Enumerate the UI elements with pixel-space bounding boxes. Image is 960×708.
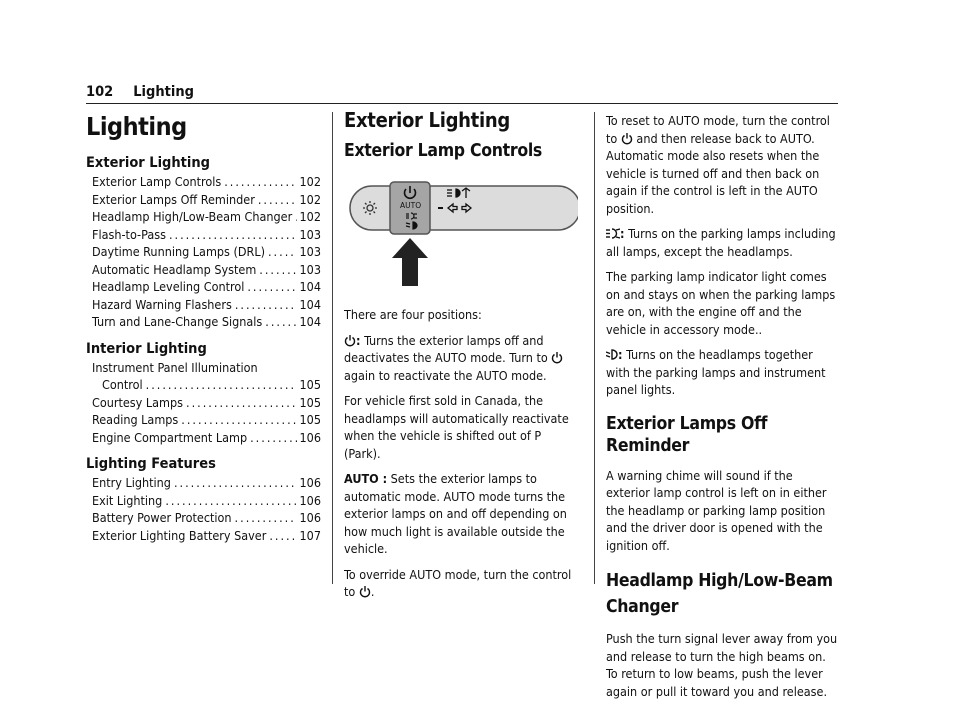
page-number: 102 — [86, 84, 114, 100]
toc-group-heading: Exterior Lighting — [86, 155, 210, 171]
exterior-lamp-control-figure — [344, 172, 578, 292]
power-icon — [551, 351, 563, 364]
column-divider — [332, 112, 333, 584]
paragraph-parking: : Turns on the parking lamps including all lamps, except the headlamps. — [606, 226, 836, 259]
toc-entry[interactable]: Exterior Lighting Battery Saver ..... 107 — [86, 527, 321, 545]
subsection-heading: Exterior Lamp Controls — [344, 140, 543, 161]
running-head-section: Lighting — [133, 84, 194, 100]
toc-entry[interactable]: Entry Lighting ..... 106 — [86, 474, 321, 492]
paragraph: A warning chime will sound if the exterior lamp control is left on in either the headlamp or parking lamp position and the driver door is opened with the ignition off. — [606, 467, 827, 553]
content-column-2 — [344, 108, 578, 609]
toc-entry[interactable]: Turn and Lane-Change Signals ..... 104 — [86, 313, 321, 331]
header-rule — [86, 103, 838, 104]
power-icon — [621, 132, 633, 145]
toc-entry[interactable]: Automatic Headlamp System ..... 103 — [86, 261, 321, 279]
paragraph-reset: To reset to AUTO mode, turn the control to and then release back to AUTO. Automatic mode also resets when the vehicle is turned off and then back on again if the control is left in the AUTO position. — [606, 113, 830, 216]
paragraph-headlamps: : Turns on the headlamps together with the parking lamps and instrument panel lights. — [606, 347, 826, 397]
toc-group-heading: Lighting Features — [86, 456, 216, 472]
toc-entry-line1[interactable]: Instrument Panel Illumination — [92, 359, 258, 375]
auto-label: AUTO — [400, 200, 422, 210]
paragraph: There are four positions: — [344, 307, 482, 322]
toc-entry[interactable]: Control ..... 105 — [86, 376, 321, 394]
paragraph: For vehicle first sold in Canada, the headlamps will automatically reactivate when the vehicle is shifted out of P (Park). — [344, 393, 569, 461]
toc-entry[interactable]: Headlamp Leveling Control ..... 104 — [86, 278, 321, 296]
column-divider — [594, 112, 595, 584]
toc-entry[interactable]: Engine Compartment Lamp ..... 106 — [86, 429, 321, 447]
section-heading: Exterior Lighting — [344, 108, 510, 132]
toc-entry[interactable]: Flash-to-Pass ..... 103 — [86, 226, 321, 244]
subsection-heading: Exterior Lamps Off Reminder — [606, 413, 768, 456]
toc-entry[interactable]: Battery Power Protection ..... 106 — [86, 509, 321, 527]
toc-group-heading: Interior Lighting — [86, 340, 207, 357]
subsection-heading: Headlamp High/Low-Beam Changer — [606, 571, 833, 617]
power-icon — [359, 585, 371, 598]
table-of-contents — [86, 112, 321, 544]
power-icon — [344, 334, 356, 347]
toc-entry[interactable]: Reading Lamps ..... 105 — [86, 411, 321, 429]
toc-entry[interactable]: Exit Lighting ..... 106 — [86, 492, 321, 510]
toc-entry[interactable]: Hazard Warning Flashers ..... 104 — [86, 296, 321, 314]
parking-lamp-icon — [606, 227, 620, 240]
paragraph-off: : Turns the exterior lamps off and deactivates the AUTO mode. Turn to again to reactivate the AUTO mode. — [344, 332, 578, 385]
paragraph: The parking lamp indicator light comes on and stays on when the parking lamps are on, with the engine off and the vehicle in accessory mode.. — [606, 269, 836, 337]
toc-entry[interactable]: Courtesy Lamps ..... 105 — [86, 394, 321, 412]
toc-entry[interactable]: Headlamp High/Low-Beam Changer ..... 102 — [86, 208, 321, 226]
chapter-title: Lighting — [86, 112, 187, 141]
content-column-3 — [606, 112, 838, 708]
toc-entry[interactable]: Exterior Lamps Off Reminder ..... 102 — [86, 191, 321, 209]
low-beam-icon — [606, 348, 618, 361]
paragraph: Push the turn signal lever away from you and release to turn the high beams on. To return to low beams, push the lever again or pull it toward you and release. — [606, 631, 838, 699]
toc-entry[interactable]: Exterior Lamp Controls ..... 102 — [86, 173, 321, 191]
paragraph-auto: AUTO : Sets the exterior lamps to automatic mode. AUTO mode turns the exterior lamps on and off depending on how much light is available outside the vehicle. — [344, 471, 567, 556]
running-head — [86, 84, 194, 100]
paragraph-override: To override AUTO mode, turn the control to . — [344, 566, 572, 599]
toc-entry[interactable]: Daytime Running Lamps (DRL) ..... 103 — [86, 243, 321, 261]
high-beam-icon — [447, 188, 470, 198]
